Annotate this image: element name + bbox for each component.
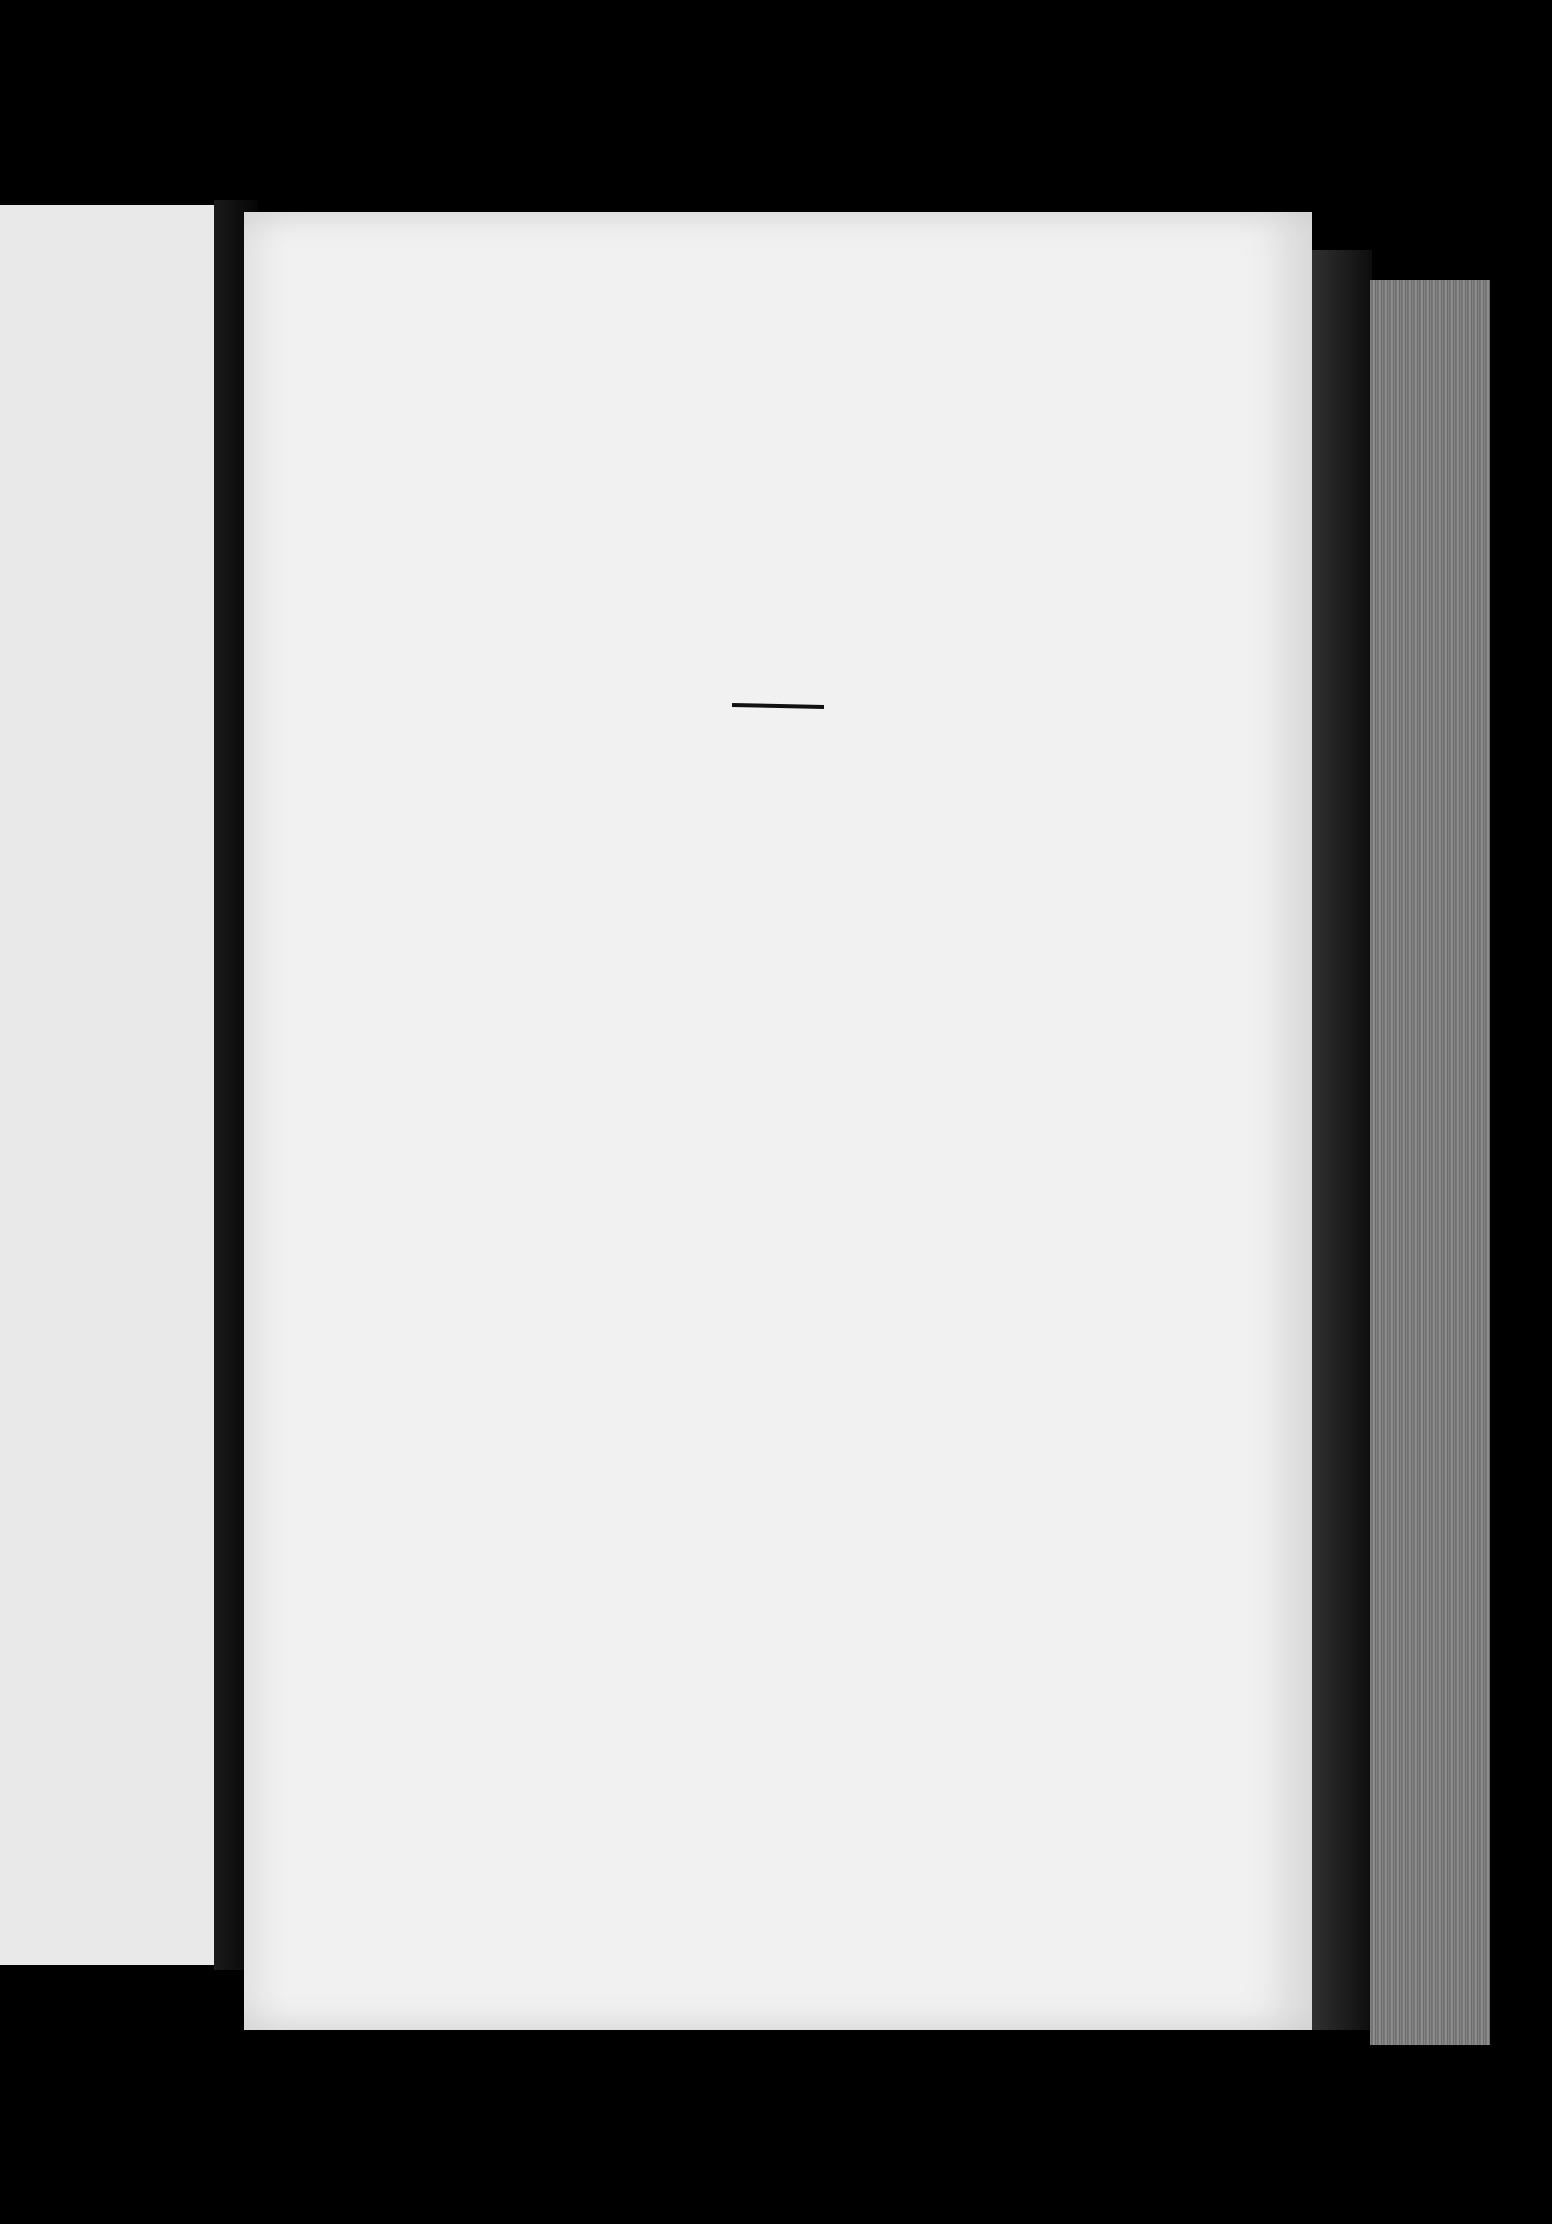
book-page-edges bbox=[1370, 280, 1490, 2045]
right-page bbox=[244, 212, 1312, 2030]
left-page bbox=[0, 205, 232, 1965]
page-edge-shadow bbox=[1312, 250, 1372, 2030]
